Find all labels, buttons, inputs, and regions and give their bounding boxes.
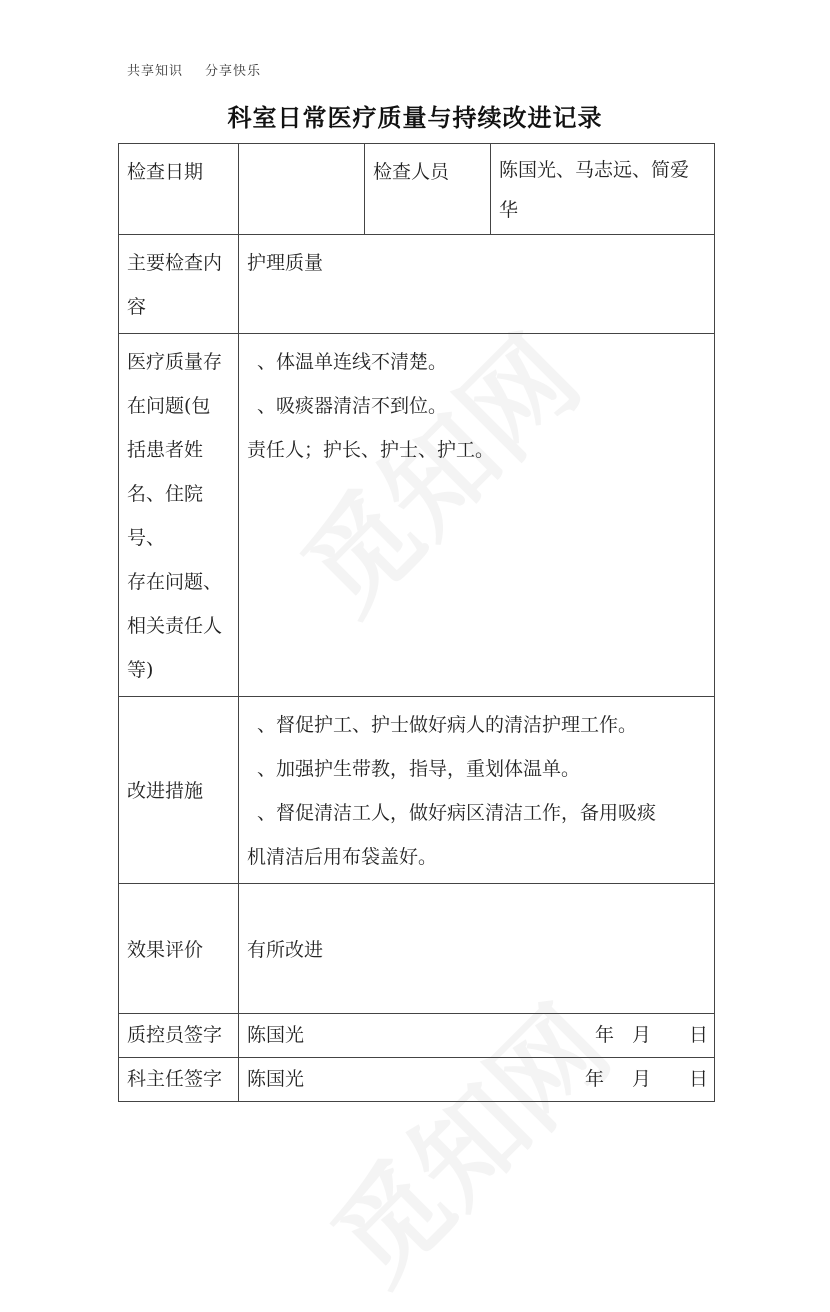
director-sign-date bbox=[585, 1064, 708, 1094]
problems-label-line: 等) bbox=[127, 659, 154, 681]
director-sign-name: 陈国光 bbox=[247, 1068, 305, 1090]
check-date-label: 检查日期 bbox=[119, 144, 239, 235]
measures-value bbox=[239, 697, 715, 884]
measures-label: 改进措施 bbox=[119, 697, 239, 884]
table-row-qc-sign bbox=[119, 1014, 715, 1058]
main-content-value: 护理质量 bbox=[239, 235, 715, 334]
evaluation-label: 效果评价 bbox=[119, 884, 239, 1014]
problem-item: 、吸痰器清洁不到位。 bbox=[257, 395, 448, 417]
measure-item: 、督促护工、护士做好病人的清洁护理工作。 bbox=[257, 714, 638, 736]
qc-sign-year: 年 bbox=[594, 1024, 614, 1046]
director-sign-value bbox=[239, 1058, 715, 1102]
table-row-problems bbox=[119, 334, 715, 697]
table-row-director-sign bbox=[119, 1058, 715, 1102]
main-content-label bbox=[119, 235, 239, 334]
header-note-right: 分享快乐 bbox=[205, 64, 262, 79]
main-content-label-line2: 容 bbox=[127, 296, 147, 318]
main-content-label-line1: 主要检查内 bbox=[127, 252, 223, 274]
qc-sign-label: 质控员签字 bbox=[119, 1014, 239, 1058]
problems-label-line: 相关责任人 bbox=[127, 615, 223, 637]
director-sign-label: 科主任签字 bbox=[119, 1058, 239, 1102]
problems-label-line: 名、住院号、 bbox=[127, 483, 204, 549]
evaluation-value: 有所改进 bbox=[239, 884, 715, 1014]
inspector-value-line1: 陈国光、马志远、简爱 bbox=[499, 159, 690, 181]
check-date-value bbox=[239, 144, 365, 235]
qc-sign-month: 月 bbox=[631, 1024, 651, 1046]
qc-sign-value bbox=[239, 1014, 715, 1058]
page-title: 科室日常医疗质量与持续改进记录 bbox=[227, 104, 603, 132]
inspector-value bbox=[491, 144, 715, 235]
inspector-value-line2: 华 bbox=[499, 199, 519, 221]
problems-label-line: 存在问题、 bbox=[127, 571, 223, 593]
qc-sign-name: 陈国光 bbox=[247, 1024, 305, 1046]
problems-value bbox=[239, 334, 715, 697]
problems-label bbox=[119, 334, 239, 697]
problem-item: 、体温单连线不清楚。 bbox=[257, 351, 448, 373]
table-row-date bbox=[119, 144, 715, 235]
director-sign-year: 年 bbox=[584, 1068, 604, 1090]
qc-sign-date bbox=[595, 1020, 708, 1050]
measure-item: 、督促清洁工人，做好病区清洁工作，备用吸痰 bbox=[257, 802, 657, 824]
table-row-evaluation bbox=[119, 884, 715, 1014]
qc-sign-day: 日 bbox=[688, 1024, 708, 1046]
problem-responsible: 责任人；护长、护士、护工。 bbox=[247, 439, 495, 461]
inspector-label: 检查人员 bbox=[365, 144, 491, 235]
measure-item: 机清洁后用布袋盖好。 bbox=[247, 846, 438, 868]
measure-item: 、加强护生带教，指导，重划体温单。 bbox=[257, 758, 581, 780]
director-sign-day: 日 bbox=[688, 1068, 708, 1090]
table-row-main-content bbox=[119, 235, 715, 334]
record-table bbox=[118, 143, 715, 1102]
director-sign-month: 月 bbox=[631, 1068, 651, 1090]
header-note bbox=[127, 60, 261, 79]
problems-label-line: 括患者姓 bbox=[127, 439, 204, 461]
problems-label-line: 医疗质量存 bbox=[127, 351, 223, 373]
table-row-measures bbox=[119, 697, 715, 884]
problems-label-line: 在问题(包 bbox=[127, 395, 211, 417]
header-note-left: 共享知识 bbox=[127, 64, 184, 79]
